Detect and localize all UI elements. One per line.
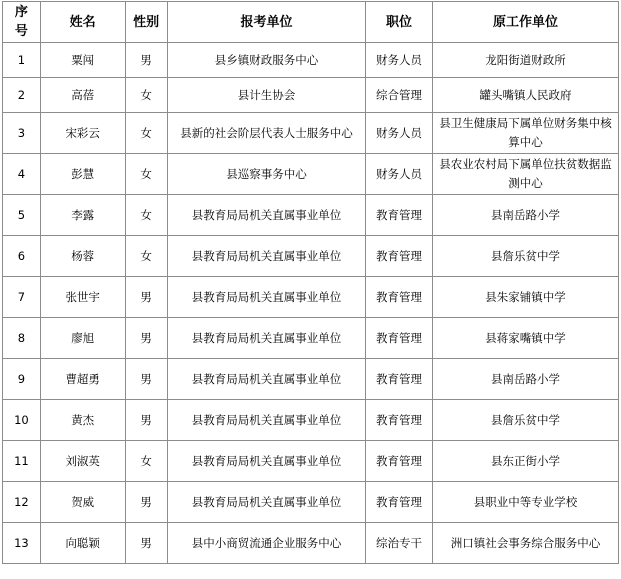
cell-original-unit: 县农业农村局下属单位扶贫数据监测中心 [432,154,618,195]
cell-name: 杨蓉 [40,236,125,277]
cell-seq: 5 [3,195,41,236]
cell-position: 财务人员 [366,154,433,195]
cell-position: 财务人员 [366,43,433,78]
cell-unit: 县中小商贸流通企业服务中心 [167,523,365,564]
table-row [3,400,619,441]
cell-position: 教育管理 [366,441,433,482]
cell-position: 综合管理 [366,78,433,113]
header-unit: 报考单位 [167,2,365,43]
cell-name: 张世宇 [40,277,125,318]
cell-original-unit: 县朱家铺镇中学 [432,277,618,318]
cell-gender: 男 [125,482,167,523]
staff-table [2,1,619,564]
cell-name: 高蓓 [40,78,125,113]
cell-position: 教育管理 [366,195,433,236]
cell-position: 教育管理 [366,236,433,277]
cell-original-unit: 龙阳街道财政所 [432,43,618,78]
cell-seq: 10 [3,400,41,441]
cell-gender: 男 [125,277,167,318]
cell-position: 教育管理 [366,400,433,441]
cell-original-unit: 县詹乐贫中学 [432,236,618,277]
cell-seq: 7 [3,277,41,318]
cell-name: 刘淑英 [40,441,125,482]
cell-seq: 13 [3,523,41,564]
header-position: 职位 [366,2,433,43]
cell-name: 李露 [40,195,125,236]
cell-gender: 男 [125,359,167,400]
cell-original-unit: 洲口镇社会事务综合服务中心 [432,523,618,564]
cell-original-unit: 县南岳路小学 [432,195,618,236]
cell-seq: 12 [3,482,41,523]
cell-unit: 县教育局局机关直属事业单位 [167,359,365,400]
cell-original-unit: 县卫生健康局下属单位财务集中核算中心 [432,113,618,154]
cell-gender: 女 [125,236,167,277]
cell-gender: 男 [125,318,167,359]
header-name: 姓名 [40,2,125,43]
cell-name: 黄杰 [40,400,125,441]
cell-unit: 县教育局局机关直属事业单位 [167,236,365,277]
cell-original-unit: 县蒋家嘴镇中学 [432,318,618,359]
cell-gender: 女 [125,441,167,482]
cell-gender: 女 [125,195,167,236]
table-row [3,523,619,564]
cell-seq: 3 [3,113,41,154]
table-row [3,154,619,195]
cell-original-unit: 县职业中等专业学校 [432,482,618,523]
cell-name: 向聪颖 [40,523,125,564]
cell-gender: 男 [125,400,167,441]
cell-unit: 县乡镇财政服务中心 [167,43,365,78]
header-original-unit: 原工作单位 [432,2,618,43]
cell-original-unit: 县南岳路小学 [432,359,618,400]
table-row [3,43,619,78]
cell-seq: 4 [3,154,41,195]
cell-gender: 女 [125,78,167,113]
cell-unit: 县新的社会阶层代表人士服务中心 [167,113,365,154]
cell-name: 廖旭 [40,318,125,359]
cell-unit: 县巡察事务中心 [167,154,365,195]
cell-original-unit: 县詹乐贫中学 [432,400,618,441]
table-row [3,236,619,277]
cell-unit: 县教育局局机关直属事业单位 [167,318,365,359]
cell-position: 教育管理 [366,318,433,359]
table-row [3,113,619,154]
cell-original-unit: 县东正街小学 [432,441,618,482]
table-header-row [3,2,619,43]
table-row [3,78,619,113]
cell-unit: 县教育局局机关直属事业单位 [167,482,365,523]
cell-seq: 6 [3,236,41,277]
cell-name: 彭慧 [40,154,125,195]
cell-position: 教育管理 [366,359,433,400]
cell-unit: 县教育局局机关直属事业单位 [167,441,365,482]
table-body [3,43,619,564]
table-row [3,318,619,359]
cell-gender: 女 [125,154,167,195]
cell-name: 贺威 [40,482,125,523]
cell-seq: 9 [3,359,41,400]
cell-position: 教育管理 [366,277,433,318]
cell-position: 财务人员 [366,113,433,154]
table-row [3,482,619,523]
cell-name: 粟闯 [40,43,125,78]
table-row [3,277,619,318]
cell-name: 曹超勇 [40,359,125,400]
header-seq: 序号 [3,2,41,43]
cell-seq: 1 [3,43,41,78]
table-row [3,195,619,236]
table-row [3,359,619,400]
cell-gender: 男 [125,43,167,78]
header-gender: 性别 [125,2,167,43]
cell-unit: 县教育局局机关直属事业单位 [167,277,365,318]
cell-gender: 女 [125,113,167,154]
cell-unit: 县教育局局机关直属事业单位 [167,195,365,236]
table-row [3,441,619,482]
cell-position: 教育管理 [366,482,433,523]
cell-seq: 2 [3,78,41,113]
cell-seq: 11 [3,441,41,482]
cell-name: 宋彩云 [40,113,125,154]
cell-unit: 县教育局局机关直属事业单位 [167,400,365,441]
cell-position: 综治专干 [366,523,433,564]
cell-seq: 8 [3,318,41,359]
cell-gender: 男 [125,523,167,564]
cell-original-unit: 罐头嘴镇人民政府 [432,78,618,113]
cell-unit: 县计生协会 [167,78,365,113]
